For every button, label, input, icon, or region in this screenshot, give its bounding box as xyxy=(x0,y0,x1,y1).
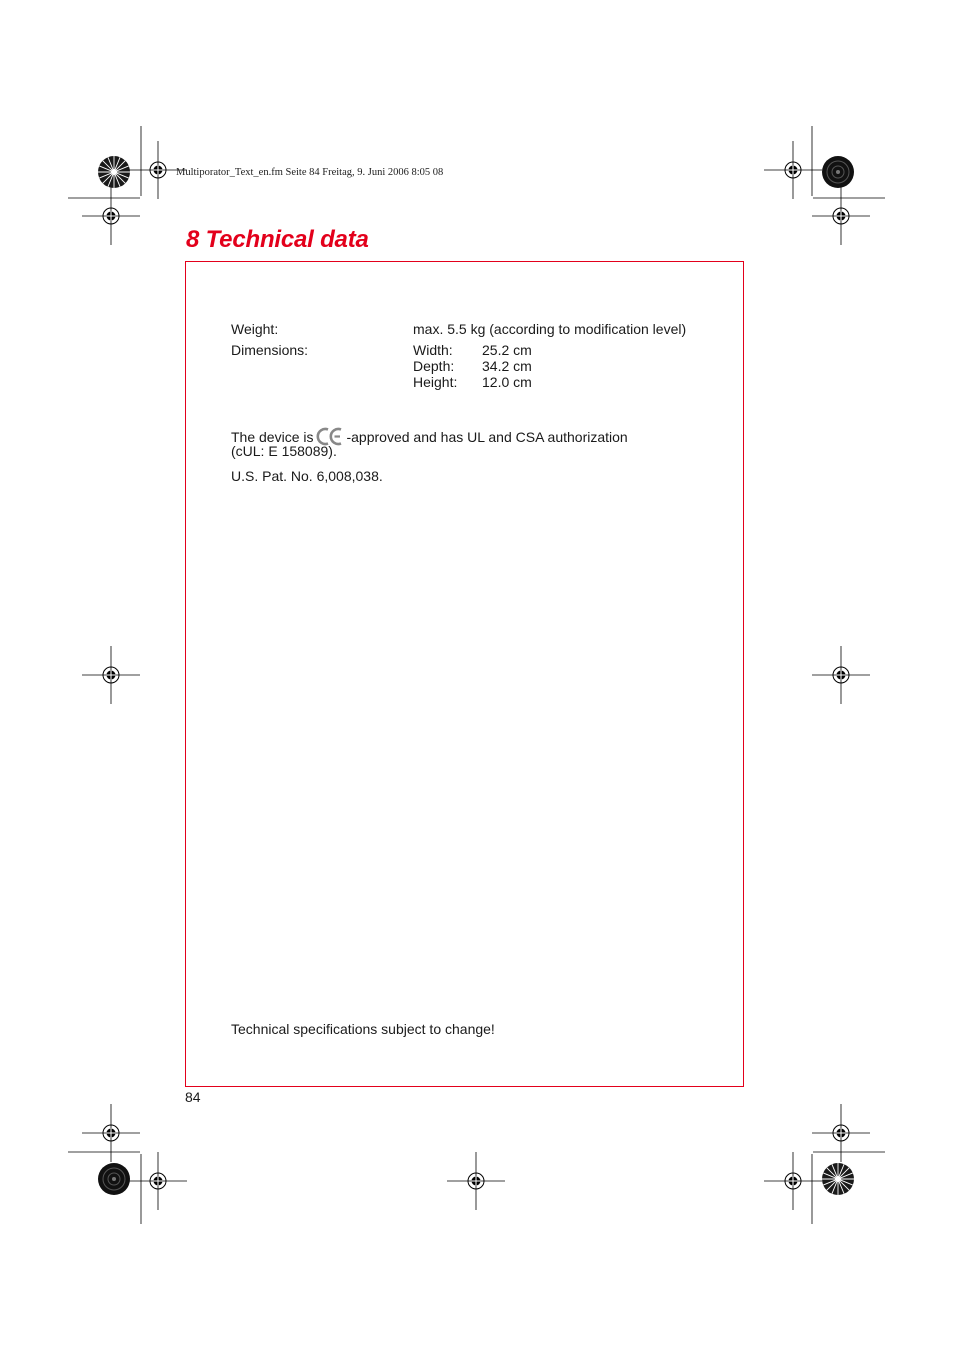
weight-value: max. 5.5 kg (according to modification level) xyxy=(413,321,687,337)
dimension-width-label: Width: xyxy=(413,342,453,358)
content-frame xyxy=(185,261,744,1087)
patent-number: U.S. Pat. No. 6,008,038. xyxy=(231,468,383,484)
dimensions-label: Dimensions: xyxy=(231,342,309,358)
approval-cul: (cUL: E 158089). xyxy=(231,443,337,459)
approval-suffix: -approved and has UL and CSA authorization xyxy=(346,429,628,445)
dimension-height-value: 12.0 cm xyxy=(482,374,532,390)
dimension-width-value: 25.2 cm xyxy=(482,342,532,358)
dimension-depth-value: 34.2 cm xyxy=(482,358,532,374)
dimension-depth-label: Depth: xyxy=(413,358,455,374)
page-number: 84 xyxy=(185,1089,201,1105)
section-title: 8 Technical data xyxy=(186,226,369,253)
weight-label: Weight: xyxy=(231,321,279,337)
specs-change-note: Technical specifications subject to change! xyxy=(231,1021,495,1037)
approval-prefix: The device is xyxy=(231,429,314,445)
file-slug: Multiporator_Text_en.fm Seite 84 Freitag, 9. Juni 2006 8:05 08 xyxy=(176,167,444,178)
dimension-height-label: Height: xyxy=(413,374,458,390)
